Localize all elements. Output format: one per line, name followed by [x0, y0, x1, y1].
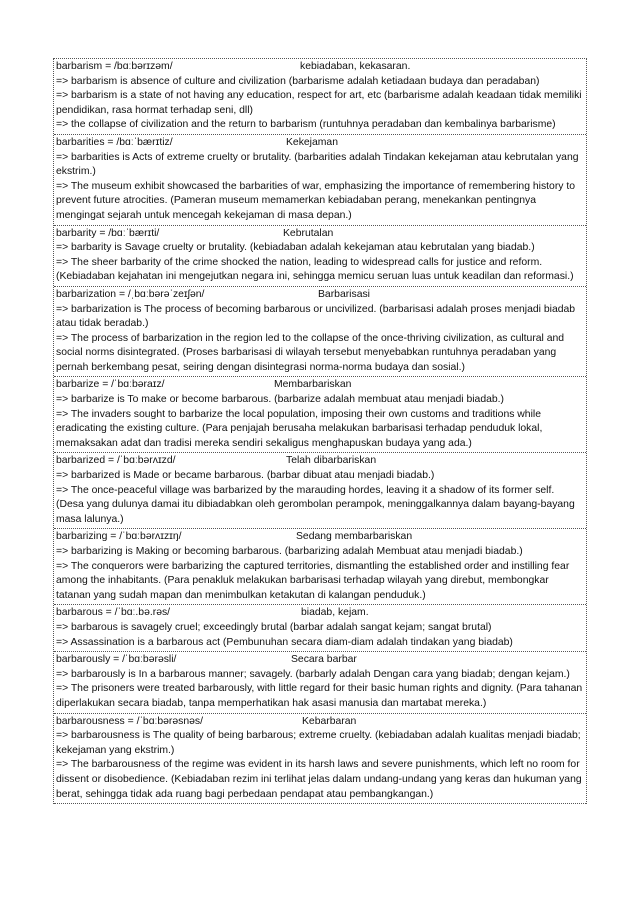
entry-example-line: => The prisoners were treated barbarously, with little regard for their basic human rights and dignity. (Para tahanan diperlakukan secara biadab, tanpa memperhatikan hak asasi manusia dan martabat mereka.) — [56, 683, 583, 709]
entry-example-line: => barbarized is Made or became barbarous. (barbar dibuat atau menjadi biadab.) — [56, 470, 435, 482]
entry-example-line: => barbarously is In a barbarous manner; savagely. (barbarly adalah Dengan cara yang biadab; dengan kejam.) — [56, 668, 570, 680]
entry-term: barbarizing = /ˈbɑːbərʌɪzɪŋ/ — [56, 531, 182, 543]
entry-translation: Telah dibarbariskan — [286, 455, 377, 467]
entry-term: barbarization = /ˌbɑːbərəˈzeɪʃən/ — [56, 288, 205, 300]
entry-term: barbarities = /bɑːˈbærɪtiz/ — [56, 136, 173, 148]
entry-term: barbarousness = /ˈbɑːbərəsnəs/ — [56, 715, 204, 727]
dictionary-entry — [54, 652, 586, 713]
entry-example-line: => barbarism is absence of culture and civilization (barbarisme adalah ketiadaan budaya dan peradaban) — [56, 75, 540, 87]
entry-header — [56, 606, 584, 621]
entry-example-line: => The process of barbarization in the region led to the collapse of the once-thriving civilization, as cultural and social norms disintegrated. (Proses barbarisasi di wilayah tersebut menyebabkan runtuhnya peradaban yang pernah berkembang pesat, seiring dengan disintegrasi norma-norma budaya dan sosial.) — [56, 332, 565, 373]
entry-example-line: => barbarism is a state of not having any education, respect for art, etc (barbarisme adalah keadaan tidak memiliki pendidikan, rasa hormat terhadap seni, dll) — [56, 90, 582, 116]
entry-translation: Membarbariskan — [274, 379, 352, 391]
dictionary-table — [53, 58, 587, 804]
dictionary-entry — [54, 453, 586, 529]
entry-example-line: => barbarousness is The quality of being barbarous; extreme cruelty. (kebiadaban adalah kualitas menjadi biadab; kekejaman yang ekstrim.) — [56, 730, 581, 756]
entry-header — [56, 227, 584, 242]
dictionary-entry — [54, 714, 586, 805]
dictionary-entry — [54, 226, 586, 287]
entry-translation: Kekejaman — [286, 136, 338, 148]
entry-example-line: => barbarizing is Making or becoming barbarous. (barbarizing adalah Membuat atau menjadi biadab.) — [56, 546, 523, 557]
entry-translation: Barbarisasi — [318, 288, 370, 300]
entry-header — [56, 454, 584, 469]
entry-header — [56, 653, 584, 668]
dictionary-entry — [54, 135, 586, 226]
entry-example-line: => The conquerors were barbarizing the captured territories, dismantling the established order and instilling fear among the inhabitants. (Para penakluk melakukan barbarisasi terhadap wilayah yang direbut, membongkar tatanan yang sudah mapan dan menimbulkan ketakutan di kalangan penduduk.) — [56, 560, 570, 601]
entry-example-line: => barbarous is savagely cruel; exceedingly brutal (barbar adalah sangat kejam; sangat brutal) — [56, 621, 492, 633]
entry-term: barbarously = /ˈbɑːbərəsli/ — [56, 654, 177, 666]
entry-term: barbarism = /bɑːbərɪzəm/ — [56, 61, 173, 72]
dictionary-entry — [54, 287, 586, 378]
entry-header — [56, 378, 584, 393]
entry-translation: Secara barbar — [291, 654, 357, 666]
entry-translation: kebiadaban, kekasaran. — [300, 61, 411, 72]
entry-translation: Kebarbaran — [302, 715, 357, 727]
entry-example-line: => barbarize is To make or become barbarous. (barbarize adalah membuat atau menjadi biadab.) — [56, 394, 505, 406]
entry-term: barbarity = /bɑːˈbærɪti/ — [56, 227, 160, 239]
entry-header — [56, 288, 584, 303]
dictionary-entry — [54, 529, 586, 605]
entry-example-line: => the collapse of civilization and the return to barbarism (runtuhnya peradaban dan kembalinya barbarisme) — [56, 119, 556, 131]
entry-translation: Kebrutalan — [283, 227, 334, 239]
entry-example-line: => Assassination is a barbarous act (Pembunuhan secara diam-diam adalah tindakan yang biadab) — [56, 636, 513, 648]
entry-header — [56, 136, 584, 151]
entry-term: barbarize = /ˈbɑːbəraɪz/ — [56, 379, 165, 391]
entry-term: barbarized = /ˈbɑːbərʌɪzd/ — [56, 455, 176, 467]
entry-translation: biadab, kejam. — [301, 607, 369, 619]
entry-example-line: => barbarities is Acts of extreme cruelty or brutality. (barbarities adalah Tindakan kekejaman atau kebrutalan yang ekstrim.) — [56, 151, 579, 178]
entry-header — [56, 60, 584, 75]
entry-example-line: => The museum exhibit showcased the barbarities of war, emphasizing the importance of remembering history to prevent future atrocities. (Pameran museum memamerkan kebiadaban perang, menekankan pentingnya mengingat sejarah untuk mencegah kekejaman di masa depan.) — [56, 180, 576, 221]
entry-header — [56, 715, 584, 730]
entry-example-line: => barbarity is Savage cruelty or brutality. (kebiadaban adalah kekejaman atau kebrutalan yang biadab.) — [56, 242, 535, 254]
entry-term: barbarous = /ˈbɑː.bə.rəs/ — [56, 607, 171, 619]
entry-example-line: => The sheer barbarity of the crime shocked the nation, leading to widespread calls for justice and reform. (Kebiadaban kejahatan ini mengejutkan negara ini, sehingga memicu seruan luas untuk keadilan dan reformasi.) — [56, 256, 574, 283]
dictionary-entry — [54, 377, 586, 453]
entry-example-line: => The invaders sought to barbarize the local population, imposing their own customs and traditions while eradicating the existing culture. (Para penjajah berusaha melakukan barbarisasi terhadap penduduk lokal, memaksakan adat dan tradisi mereka sendiri sekaligus menghapuskan budaya yang ada.) — [56, 408, 543, 449]
dictionary-entry — [54, 59, 586, 135]
entry-header — [56, 530, 584, 545]
entry-example-line: => The barbarousness of the regime was evident in its harsh laws and severe punishments, which left no room for dissent or disobedience. (Kebiadaban rezim ini terlihat jelas dalam undang-undang yang keras dan hukuman yang berat, sehingga tidak ada ruang bagi perbedaan pendapat atau pembangkangan.) — [56, 759, 582, 800]
entry-translation: Sedang membarbariskan — [296, 531, 413, 543]
entry-example-line: => The once-peaceful village was barbarized by the marauding hordes, leaving it a shadow of its former self. (Desa yang dulunya damai itu dibiadabkan oleh gerombolan perampok, meninggalkannya dalam bayang-bayang masa lalunya.) — [56, 484, 575, 525]
dictionary-entry — [54, 605, 586, 652]
entry-example-line: => barbarization is The process of becoming barbarous or uncivilized. (barbarisasi adalah proses menjadi biadab atau tidak beradab.) — [56, 303, 576, 330]
